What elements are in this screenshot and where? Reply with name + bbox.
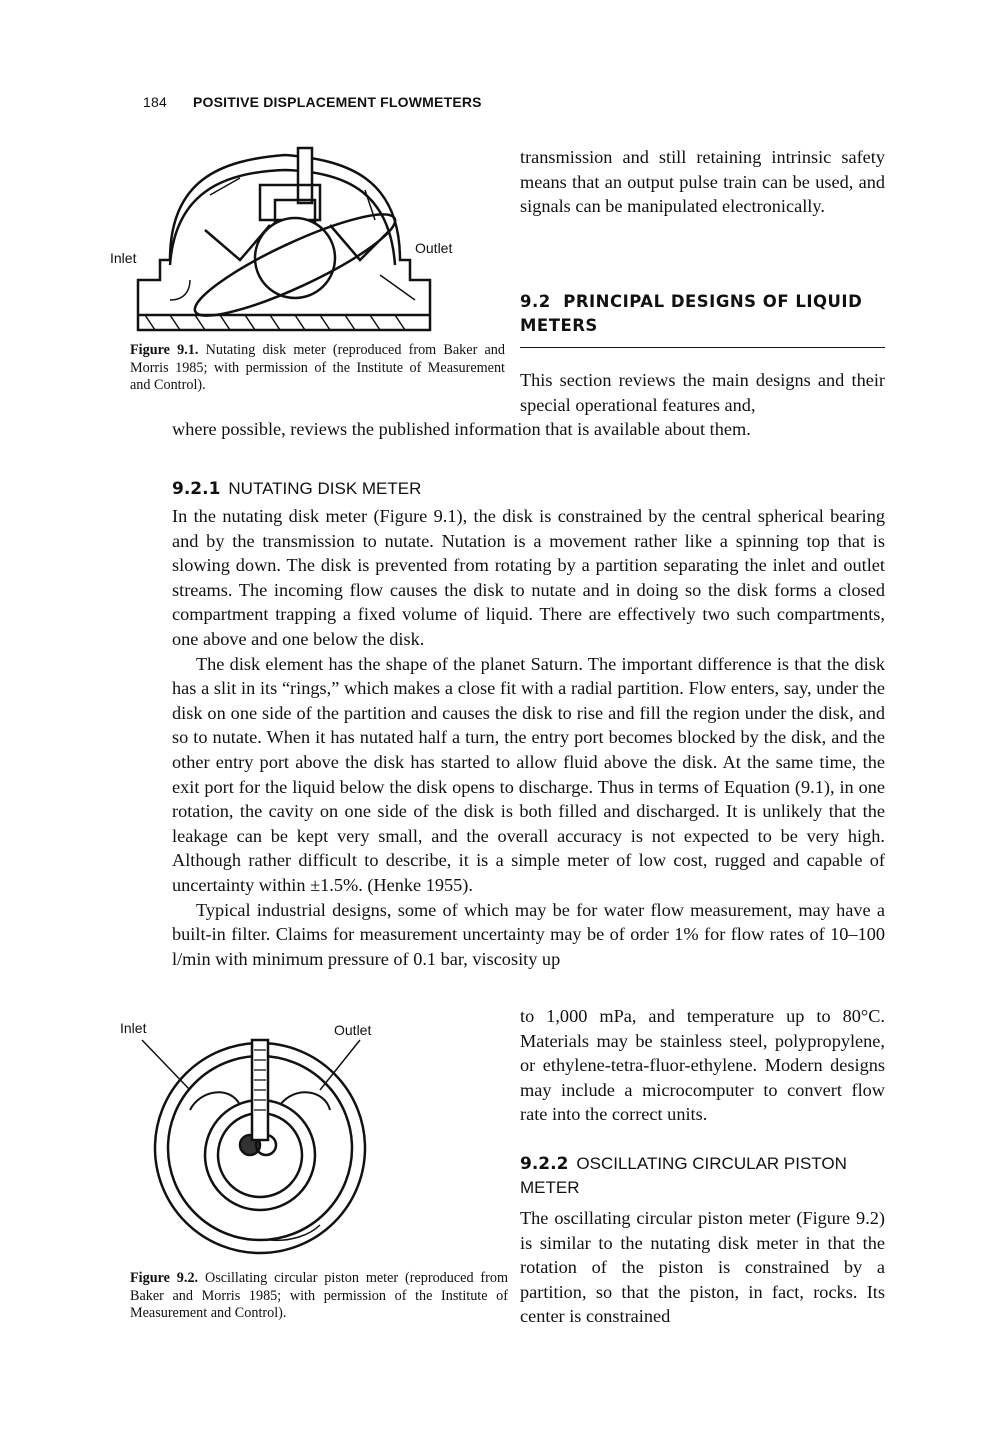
paragraph: Typical industrial designs, some of which may be for water flow measurement, may have a built-in filter. Claims for measurement uncertainty may be of order 1% for flow rates of 10–100 l/min with minimum pressure of 0.1 bar, viscosity up [172,899,885,969]
section-number: 9.2 [520,292,551,311]
section-heading-9-2-2 [520,1152,850,1200]
paragraph: where possible, reviews the published information that is available about them. [172,419,751,439]
section-heading-9-2 [520,290,885,338]
caption-text: Oscillating circular piston meter (reproduced from Baker and Morris 1985; with permission of the Institute of Measurement and Control). [130,1270,508,1321]
section-9-2-1-body-narrow [520,1004,885,1127]
intro-continuation [520,145,885,219]
caption-text: Nutating disk meter (reproduced from Baker and Morris 1985; with permission of the Institute of Measurement and Control). [130,342,505,393]
running-title: POSITIVE DISPLACEMENT FLOWMETERS [192,94,482,110]
figure-9-2-inlet-label: Inlet [120,1020,147,1036]
caption-label: Figure 9.2. [130,1270,199,1286]
figure-9-2 [120,1020,380,1255]
section-number: 9.2.1 [172,479,221,499]
section-title: PRINCIPAL DESIGNS OF LIQUID METERS [520,292,863,335]
heading-rule [520,347,885,348]
paragraph: The oscillating circular piston meter (Figure 9.2) is similar to the nutating disk meter in that the rotation of the piston is constrained by a partition, so that the piston, in fact, rocks. Its center is constrained [520,1208,885,1327]
figure-9-1-inlet-label: Inlet [110,250,137,266]
section-title: OSCILLATING CIRCULAR PISTON METER [520,1154,847,1197]
section-number: 9.2.2 [520,1154,569,1174]
caption-label: Figure 9.1. [130,342,199,358]
figure-9-2-caption [130,1270,508,1323]
section-9-2-2-body [520,1206,885,1329]
section-heading-9-2-1 [172,477,421,501]
figure-9-1 [110,140,460,335]
paragraph: to 1,000 mPa, and temperature up to 80°C. Materials may be stainless steel, polypropylene, or ethylene-tetra-fluor-ethylene. Modern designs may include a microcomputer to convert flow rate into the correct units. [520,1006,885,1125]
running-header [143,94,482,110]
section-9-2-1-body [172,504,885,971]
figure-9-1-caption [130,342,505,395]
section-title: NUTATING DISK METER [228,479,422,498]
oscillating-piston-meter-diagram [120,1020,380,1255]
paragraph: In the nutating disk meter (Figure 9.1), the disk is constrained by the central spherical bearing and by the transmission to nutate. Nutation is a movement rather like a spinning top that is slowing down. The disk is prevented from rotating by a partition separating the inlet and outlet streams. The incoming flow causes the disk to nutate and in doing so the disk forms a closed compartment trapping a fixed volume of liquid. There are effectively two such compartments, one above and one below the disk. [172,506,885,649]
nutating-disk-meter-diagram [110,140,460,335]
figure-9-2-outlet-label: Outlet [334,1022,372,1038]
figure-9-1-outlet-label: Outlet [415,240,453,256]
paragraph: transmission and still retaining intrinsic safety means that an output pulse train can be used, and signals can be manipulated electronically. [520,147,885,217]
paragraph: This section reviews the main designs and their special operational features and, [520,370,885,415]
section-9-2-text-narrow [520,368,885,417]
page-number: 184 [143,94,167,110]
paragraph: The disk element has the shape of the planet Saturn. The important difference is that the disk has a slit in its “rings,” which makes a close fit with a radial partition. Flow enters, say, under the disk on one side of the partition and causes the disk to rise and fill the region under the disk, and so to nutate. When it has nutated half a turn, the entry port becomes blocked by the disk, and the other entry port above the disk has started to allow fluid above the disk. At the same time, the exit port for the liquid below the disk opens to discharge. Thus in terms of Equation (9.1), in one rotation, the cavity on one side of the disk is both filled and discharged. It is unlikely that the leakage can be kept very small, and the overall accuracy is not expected to be very high. Although rather difficult to describe, it is a simple meter of low cost, rugged and capable of uncertainty within ±1.5%. (Henke 1955). [172,653,885,895]
section-9-2-text-wide [172,417,892,442]
